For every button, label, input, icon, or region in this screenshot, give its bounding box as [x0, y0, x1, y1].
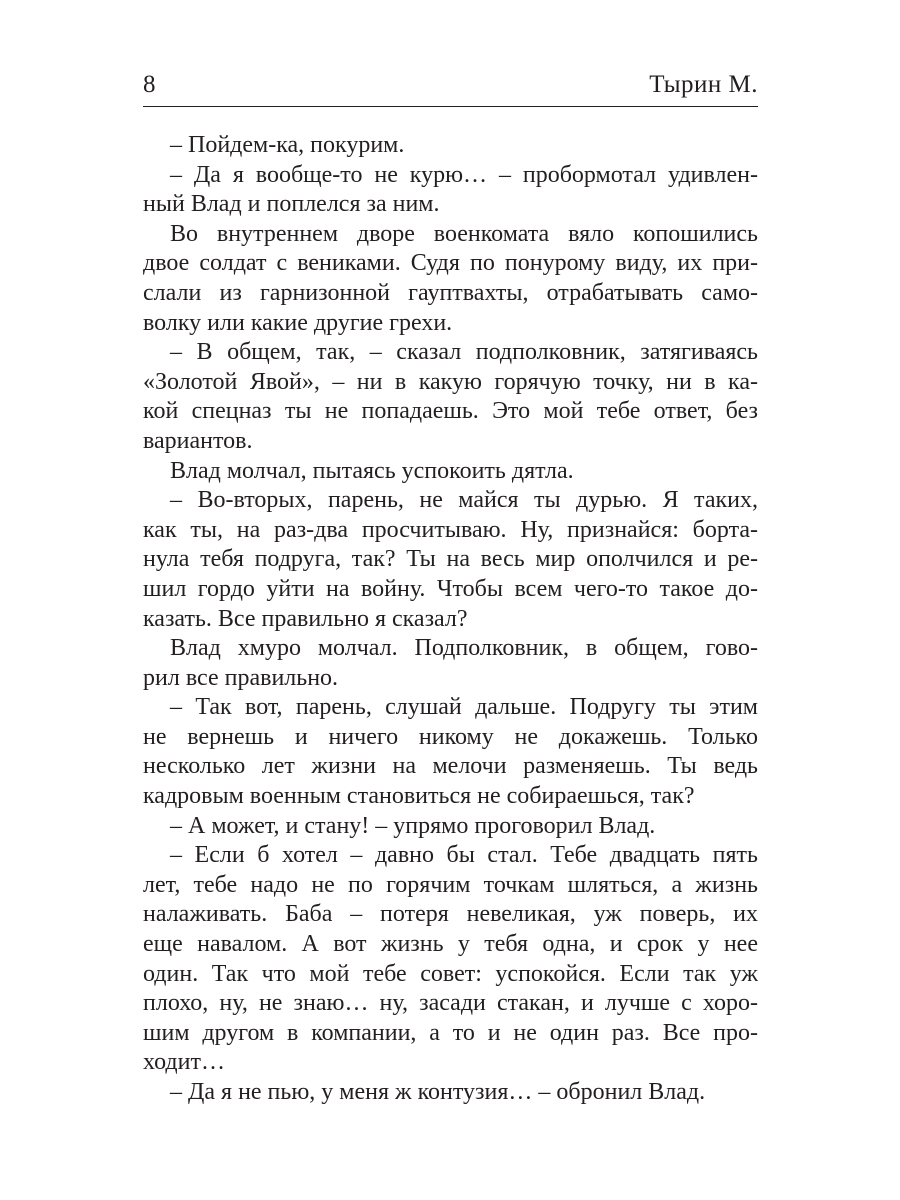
text-line: шим другом в компании, а то и не один раз. Все про- — [143, 1019, 758, 1046]
text-line: еще навалом. А вот жизнь у тебя одна, и срок у нее — [143, 931, 758, 958]
text-line: двое солдат с вениками. Судя по понурому виду, их при- — [143, 250, 758, 277]
text-line: – Во-вторых, парень, не майся ты дурью. Я таких, — [170, 487, 758, 514]
page-number: 8 — [143, 71, 156, 98]
text-line: слали из гарнизонной гауптвахты, отрабатывать само- — [143, 279, 758, 306]
page-header — [143, 66, 758, 107]
text-line: рил все правильно. — [143, 664, 339, 691]
text-line: один. Так что мой тебе совет: успокойся. Если так уж — [143, 960, 758, 987]
text-line: – Пойдем-ка, покурим. — [170, 132, 405, 158]
text-line: кадровым военным становиться не собираешься, так? — [143, 783, 695, 810]
text-line: вариантов. — [143, 427, 253, 454]
text-line: «Золотой Явой», – ни в какую горячую точку, ни в ка- — [143, 368, 758, 395]
text-line: плохо, ну, не знаю… ну, засади стакан, и лучше с хоро- — [143, 990, 758, 1017]
text-line: казать. Все правильно я сказал? — [143, 605, 468, 632]
text-line: как ты, на раз-два просчитываю. Ну, признайся: борта- — [143, 516, 758, 543]
text-line: – В общем, так, – сказал подполковник, затягиваясь — [170, 339, 758, 366]
text-line: – Да я не пью, у меня ж контузия… – обронил Влад. — [170, 1079, 706, 1105]
text-line: налаживать. Баба – потеря невеликая, уж поверь, их — [143, 901, 758, 928]
text-line: нула тебя подруга, так? Ты на весь мир ополчился и ре- — [143, 546, 758, 573]
text-line: волку или какие другие грехи. — [143, 309, 453, 336]
text-line: кой спецназ ты не попадаешь. Это мой тебе ответ, без — [143, 398, 758, 425]
text-line: – Да я вообще-то не курю… – пробормотал удивлен- — [170, 161, 758, 188]
running-head-author: Тырин М. — [649, 71, 758, 98]
text-line: Влад молчал, пытаясь успокоить дятла. — [170, 457, 574, 484]
text-line: – А может, и стану! – упрямо проговорил Влад. — [170, 812, 656, 839]
text-line: несколько лет жизни на мелочи разменяешь. Ты ведь — [143, 753, 758, 780]
text-line: не вернешь и ничего никому не докажешь. Только — [143, 723, 758, 750]
text-line: – Так вот, парень, слушай дальше. Подругу ты этим — [170, 694, 758, 721]
text-line: Во внутреннем дворе военкомата вяло копошились — [170, 220, 758, 247]
text-line: ходит… — [143, 1049, 225, 1076]
text-line: Влад хмуро молчал. Подполковник, в общем, гово- — [170, 635, 758, 662]
body-text — [143, 131, 758, 1108]
text-line: ный Влад и поплелся за ним. — [143, 191, 440, 218]
text-line: лет, тебе надо не по горячим точкам шляться, а жизнь — [143, 871, 758, 898]
text-line: – Если б хотел – давно бы стал. Тебе двадцать пять — [170, 842, 758, 869]
text-line: шил гордо уйти на войну. Чтобы всем чего-то такое до- — [143, 575, 758, 602]
